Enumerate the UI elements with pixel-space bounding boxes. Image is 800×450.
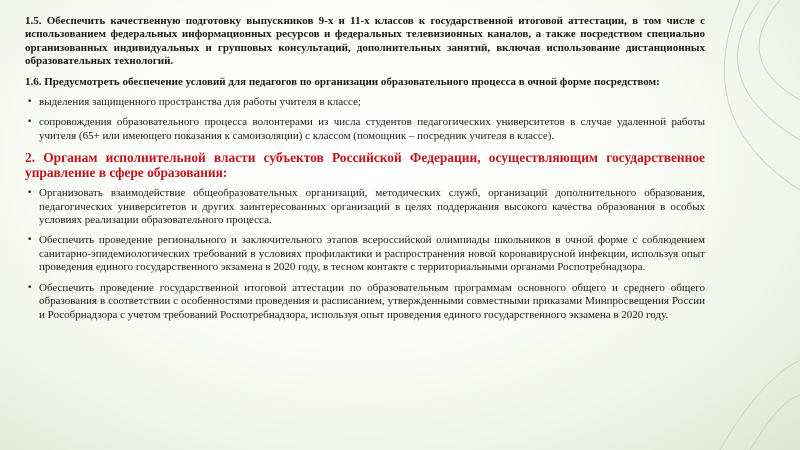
list-item-text: Организовать взаимодействие общеобразовательных организаций, методических служб, организаций дополнительного образования, педагогических университетов и других заинтересованных организаций в целях поддержания высокого качества образования в особых условиях реализации образовательного процесса. (39, 187, 705, 227)
list-item (25, 116, 705, 143)
bullet-icon: • (27, 282, 33, 293)
list-item (25, 187, 705, 227)
bullet-icon: • (27, 117, 33, 128)
list-item-text: Обеспечить проведение регионального и заключительного этапов всероссийской олимпиады школьников в очной форме с соблюдением санитарно-эпидемиологических требований в условиях профилактики и распространения новой коронавирусной инфекции, используя опыт проведения единого государственного экзамена в 2020 году, в тесном контакте с территориальными органами Роспотребнадзора. (39, 234, 705, 274)
list-2 (25, 187, 705, 322)
list-1-6 (25, 96, 705, 143)
list-item (25, 282, 705, 322)
section-2-number: 2. (25, 150, 36, 166)
slide-content (25, 15, 705, 329)
bullet-icon: • (27, 97, 33, 108)
bullet-icon: • (27, 188, 33, 199)
paragraph-1-6: 1.6. Предусмотреть обеспечение условий для педагогов по организации образовательного процесса в очной форме посредством: (25, 75, 660, 88)
section-2-title: Органам исполнительной власти субъектов Российской Федерации, осуществляющим государственное управление в сфере образования: (25, 150, 705, 181)
list-item-text: Обеспечить проведение государственной итоговой аттестации по образовательным программам основного общего и среднего общего образования в соответствии с особенностями проведения и расписанием, утвержденными совместными приказами Минпросвещения России и Рособрнадзора с учетом требований Роспотребнадзора, используя опыт проведения единого государственного экзамена в 2020 году. (39, 281, 705, 321)
section-2-heading (25, 150, 705, 180)
list-item-text: выделения защищенного пространства для работы учителя в классе; (39, 96, 361, 109)
paragraph-1-5: 1.5. Обеспечить качественную подготовку выпускников 9-х и 11-х классов к государственной итоговой аттестации, в том числе с использованием федеральных информационных ресурсов и федеральных телевизионных каналов, а также посредством специально организованных индивидуальных и групповых консультаций, дополнительных занятий, включая использование дистанционных образовательных технологий. (25, 15, 705, 68)
list-item (25, 234, 705, 274)
list-item (25, 96, 705, 109)
bullet-icon: • (27, 235, 33, 246)
list-item-text: сопровождения образовательного процесса волонтерами из числа студентов педагогических университетов в случае удаленной работы учителя (65+ или имеющего показания к самоизоляции) с классом (помощник – посредник учителя в классе). (39, 116, 705, 142)
